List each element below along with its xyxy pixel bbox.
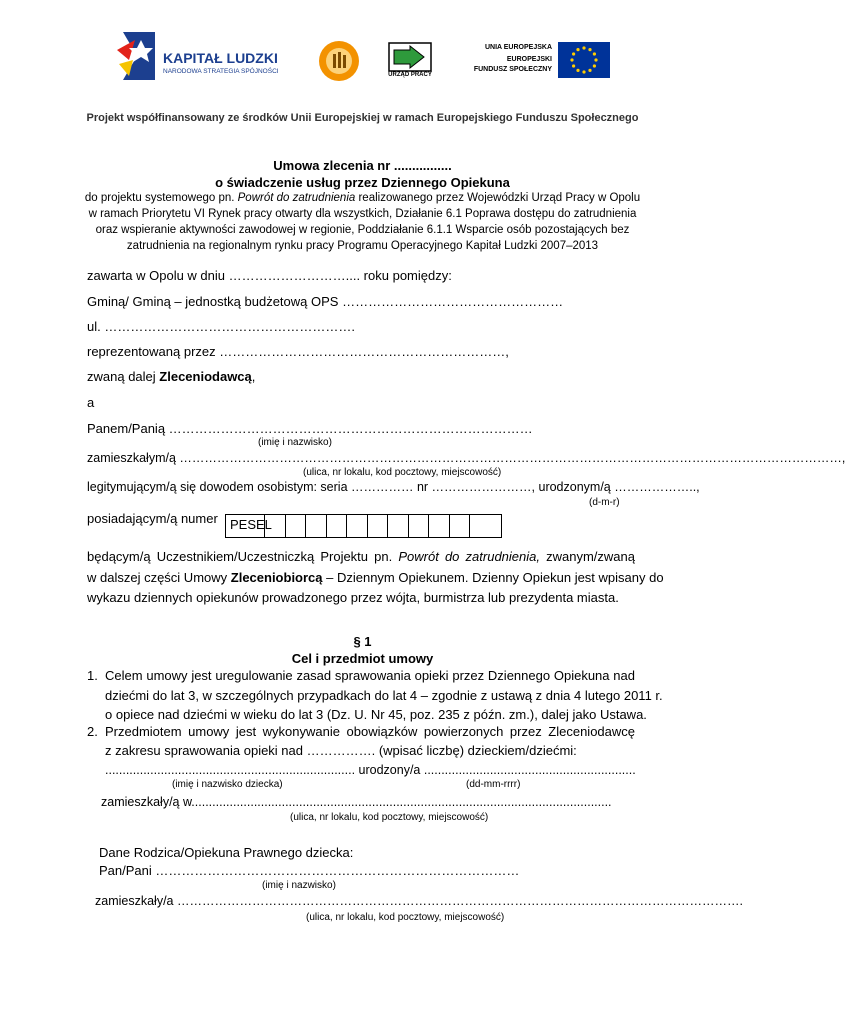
parent-name-line: Pan/Pani …………………………………………………………………………	[99, 863, 520, 878]
parent-address-hint: (ulica, nr lokalu, kod pocztowy, miejscowość)	[306, 912, 505, 923]
intro-line-4: zatrudnienia na regionalnym rynku pracy Programu Operacyjnego Kapitał Ludzki 2007–2013	[126, 240, 599, 252]
status-text-e: – Dziennym Opiekunem. Dzienny Opiekun jest wpisany do	[322, 570, 664, 585]
and-line: a	[87, 395, 95, 410]
kapital-ludzki-title: KAPITAŁ LUDZKI	[163, 50, 278, 66]
pesel-digit-cell[interactable]	[408, 515, 429, 537]
pesel-digit-cell[interactable]	[346, 515, 367, 537]
status-project-name: Powrót do zatrudnienia,	[398, 549, 540, 564]
intro-line-3: oraz wspieranie aktywności zawodowej w regionie, Poddziałanie 6.1.1 Wsparcie osób pozostających bez	[95, 224, 630, 236]
birthdate-hint: (d-m-r)	[589, 497, 620, 508]
child-address-line: zamieszkały/ą w.........................................................................................................................	[101, 795, 612, 809]
pesel-digit-cell[interactable]	[428, 515, 449, 537]
item-1-line-1: Celem umowy jest uregulowanie zasad sprawowania opieki przez Dziennego Opiekuna nad	[105, 668, 635, 683]
urzad-pracy-logo	[388, 42, 432, 82]
person-name-hint: (imię i nazwisko)	[258, 437, 332, 448]
contractor-term: Zleceniobiorcą	[230, 570, 323, 585]
cofinance-banner: Projekt współfinansowany ze środków Unii Europejskiej w ramach Europejskiego Funduszu Społecznego	[86, 112, 639, 124]
eu-flag-icon	[558, 42, 610, 78]
child-name-hint: (imię i nazwisko dziecka)	[172, 779, 283, 790]
intro-text-a: do projektu systemowego pn.	[84, 192, 238, 204]
contract-title-subject: o świadczenie usług przez Dziennego Opiekuna	[215, 175, 510, 190]
pesel-label: PESEL	[230, 517, 272, 532]
parent-name-hint: (imię i nazwisko)	[262, 880, 336, 891]
eu-line1: UNIA EUROPEJSKA	[484, 44, 552, 51]
project-logo	[318, 40, 360, 82]
principal-text: zwaną dalej	[87, 369, 160, 384]
intro-project-name: Powrót do zatrudnienia	[237, 192, 356, 204]
represented-by-line: reprezentowaną przez …………………………………………………………,	[87, 344, 509, 359]
item-1-number: 1.	[87, 668, 98, 683]
status-line-2	[87, 570, 664, 585]
intro-text-c: realizowanego przez Wojewódzki Urząd Pracy w Opolu	[355, 192, 641, 204]
intro-line-1	[0, 192, 725, 204]
section-number: § 1	[353, 634, 372, 649]
municipality-line: Gminą/ Gminą – jednostką budżetową OPS ……………………………………………	[87, 294, 564, 309]
eu-line2: EUROPEJSKI	[506, 56, 552, 63]
status-text-d: w dalszej części Umowy	[87, 570, 231, 585]
status-text-a: będącym/ą Uczestnikiem/Uczestniczką Projektu pn.	[87, 549, 399, 564]
item-2-line-1: Przedmiotem umowy jest wykonywanie obowiązków powierzonych przez Zleceniodawcę	[105, 724, 635, 739]
parent-title: Dane Rodzica/Opiekuna Prawnego dziecka:	[99, 845, 354, 860]
status-line-3: wykazu dziennych opiekunów prowadzonego przez wójta, burmistrza lub prezydenta miasta.	[87, 590, 619, 605]
principal-comma: ,	[251, 369, 256, 384]
principal-line	[87, 369, 255, 384]
contract-date-line: zawarta w Opolu w dniu ……………………….... roku pomiędzy:	[87, 268, 452, 283]
eu-logo	[470, 42, 610, 82]
project-emblem-icon	[318, 40, 360, 82]
urzad-pracy-emblem-icon	[388, 42, 432, 72]
pesel-line-label: posiadającym/ą numer	[87, 511, 218, 526]
person-name-line: Panem/Panią …………………………………………………………………………	[87, 421, 533, 436]
pesel-digit-cell[interactable]	[449, 515, 470, 537]
contract-title-number: Umowa zlecenia nr ................	[273, 158, 452, 173]
item-2-number: 2.	[87, 724, 98, 739]
residence-line: zamieszkałym/ą ……………………………………………………………………………………………………………………………………………,	[87, 451, 845, 465]
parent-address-line: zamieszkały/a ……………………………………………………………………………………………………………………….	[95, 894, 743, 908]
pesel-digit-cell[interactable]	[305, 515, 326, 537]
kapital-ludzki-emblem-icon	[115, 30, 159, 82]
pesel-digit-cell[interactable]	[469, 515, 490, 537]
eu-line3: FUNDUSZ SPOŁECZNY	[473, 66, 552, 73]
status-text-c: zwanym/zwaną	[539, 549, 635, 564]
residence-hint: (ulica, nr lokalu, kod pocztowy, miejscowość)	[303, 467, 502, 478]
child-address-hint: (ulica, nr lokalu, kod pocztowy, miejscowość)	[290, 812, 489, 823]
child-line: ........................................................................ urodzony/a .............................................................	[105, 763, 636, 777]
intro-line-2: w ramach Priorytetu VI Rynek pracy otwarty dla wszystkich, Działanie 6.1 Poprawa dostępu do zatrudnienia	[88, 208, 637, 220]
status-line-1	[87, 549, 635, 564]
pesel-digit-cell[interactable]	[326, 515, 347, 537]
child-birthdate-hint: (dd-mm-rrrr)	[466, 779, 521, 790]
item-2-line-2: z zakresu sprawowania opieki nad ……………. (wpisać liczbę) dzieckiem/dziećmi:	[105, 743, 577, 758]
pesel-digit-cell[interactable]	[367, 515, 388, 537]
id-card-line: legitymującym/ą się dowodem osobistym: seria …………… nr ……………………, urodzonym/ą ………………..,	[87, 480, 700, 494]
kapital-ludzki-logo	[115, 30, 290, 85]
principal-term: Zleceniodawcą	[159, 369, 252, 384]
pesel-digit-cell[interactable]	[264, 515, 285, 537]
kapital-ludzki-subtitle: NARODOWA STRATEGIA SPÓJNOŚCI	[163, 68, 279, 75]
pesel-field[interactable]	[225, 514, 502, 538]
item-1-line-3: o opiece nad dziećmi w wieku do lat 3 (Dz. U. Nr 45, poz. 235 z późn. zm.), dalej jako Ustawa.	[105, 707, 647, 722]
street-line: ul. ………………………………………………….	[87, 319, 355, 334]
urzad-pracy-label: URZĄD PRACY	[388, 72, 432, 78]
pesel-digit-cell[interactable]	[387, 515, 408, 537]
item-1-line-2: dziećmi do lat 3, w szczególnych przypadkach do lat 4 – zgodnie z ustawą z dnia 4 lutego 2011 r.	[105, 688, 663, 703]
section-heading: Cel i przedmiot umowy	[291, 651, 434, 666]
pesel-digit-cell[interactable]	[285, 515, 306, 537]
